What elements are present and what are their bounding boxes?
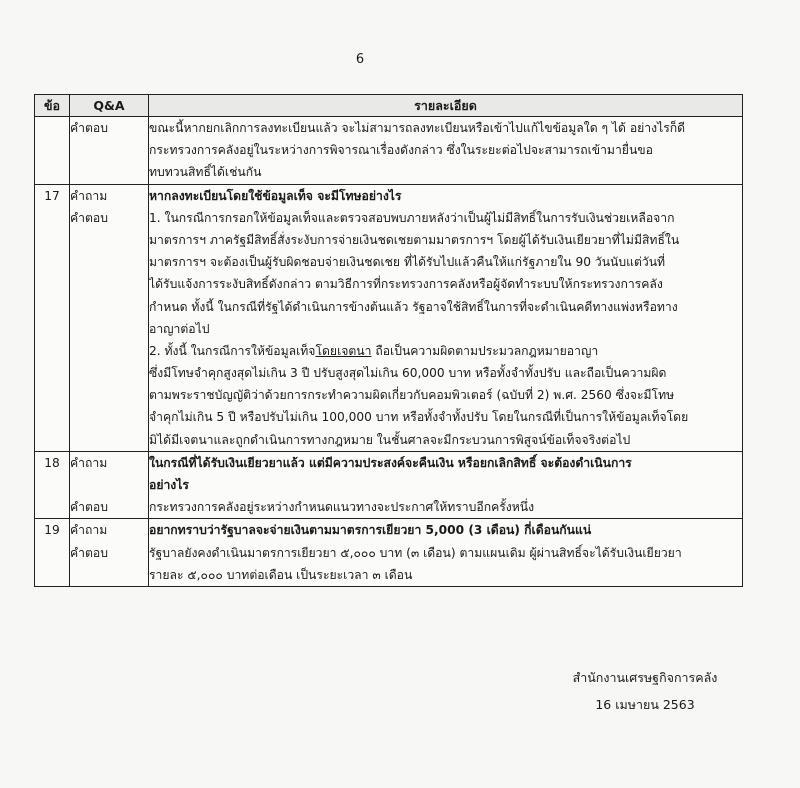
answer-line: 1. ในกรณีการกรอกให้ข้อมูลเท็จและตรวจสอบพบภายหลังว่าเป็นผู้ไม่มีสิทธิ์ในการรับเงินช่วยเหลือจาก <box>149 210 675 225</box>
question-label: คำถาม <box>70 188 108 203</box>
question-line: อยากทราบว่ารัฐบาลจะจ่ายเงินตามมาตรการเยียวยา 5,000 (3 เดือน) กี่เดือนกันแน่ <box>149 523 592 538</box>
page-number: 6 <box>355 52 365 67</box>
signature-block <box>545 664 745 718</box>
table-row <box>35 184 743 451</box>
document-date: 16 เมษายน 2563 <box>595 697 695 712</box>
detail-cell <box>149 451 743 519</box>
qa-label-cell <box>70 519 149 587</box>
spacer <box>70 474 148 496</box>
answer-line: มิได้มีเจตนาและถูกดำเนินการทางกฎหมาย ในชั้นศาลจะมีกระบวนการพิสูจน์ข้อเท็จจริงต่อไป <box>149 432 631 447</box>
question-label: คำถาม <box>70 455 108 470</box>
detail-cell <box>149 519 743 587</box>
answer-line: มาตรการฯ จะต้องเป็นผู้รับผิดชอบจ่ายเงินชดเชย ที่ได้รับไปแล้วคืนให้แก่รัฐภายใน 90 วันนับแต่วันที่ <box>149 255 666 270</box>
header-details: รายละเอียด <box>149 95 743 117</box>
answer-label: คำตอบ <box>70 500 108 515</box>
question-line: อย่างไร <box>149 478 189 492</box>
office-name: สำนักงานเศรษฐกิจการคลัง <box>572 670 718 685</box>
answer-line: ขณะนี้หากยกเลิกการลงทะเบียนแล้ว จะไม่สามารถลงทะเบียนหรือเข้าไปแก้ไขข้อมูลใด ๆ ได้ อย่างไรก็ดี <box>149 121 686 135</box>
answer-part: 2. ทั้งนี้ ในกรณีการให้ข้อมูลเท็จ <box>149 343 316 358</box>
detail-cell <box>149 117 743 185</box>
answer-label: คำตอบ <box>70 121 108 135</box>
question-label: คำถาม <box>70 523 108 538</box>
answer-line-mixed <box>149 340 742 362</box>
row-number: 17 <box>35 184 70 451</box>
qa-table <box>34 94 743 587</box>
answer-line: ตามพระราชบัญญัติว่าด้วยการกระทำความผิดเกี่ยวกับคอมพิวเตอร์ (ฉบับที่ 2) พ.ศ. 2560 ซึ่งจะมีโทษ <box>149 388 675 403</box>
header-qa: Q&A <box>70 95 149 117</box>
question-line: หากลงทะเบียนโดยใช้ข้อมูลเท็จ จะมีโทษอย่างไร <box>149 188 402 203</box>
answer-line: ซึ่งมีโทษจำคุกสูงสุดไม่เกิน 3 ปี ปรับสูงสุดไม่เกิน 60,000 บาท หรือทั้งจำทั้งปรับ และถือเป็นความผิด <box>149 366 667 381</box>
answer-line: รายละ ๕,๐๐๐ บาทต่อเดือน เป็นระยะเวลา ๓ เดือน <box>149 567 413 582</box>
answer-line: รัฐบาลยังคงดำเนินมาตรการเยียวยา ๕,๐๐๐ บาท (๓ เดือน) ตามแผนเดิม ผู้ผ่านสิทธิ์จะได้รับเงินเยียวยา <box>149 545 682 560</box>
answer-line: กำหนด ทั้งนี้ ในกรณีที่รัฐได้ดำเนินการข้างต้นแล้ว รัฐอาจใช้สิทธิ์ในการที่จะดำเนินคดีทางแพ่งหรือทาง <box>149 299 678 314</box>
answer-line: มาตรการฯ ภาครัฐมีสิทธิ์สั่งระงับการจ่ายเงินชดเชยตามมาตรการฯ โดยผู้ได้รับเงินเยียวยาที่ไม่มีสิทธิ์ใน <box>149 232 680 247</box>
answer-line: อาญาต่อไป <box>149 321 210 336</box>
answer-line: ทบทวนสิทธิ์ได้เช่นกัน <box>149 165 262 180</box>
answer-line: ได้รับแจ้งการระงับสิทธิ์ดังกล่าว ตามวิธีการที่กระทรวงการคลังหรือผู้จัดทำระบบให้กระทรวงการคลัง <box>149 277 663 292</box>
question-line: ในกรณีที่ได้รับเงินเยียวยาแล้ว แต่มีความประสงค์จะคืนเงิน หรือยกเลิกสิทธิ์ จะต้องดำเนินการ <box>149 455 632 470</box>
answer-line: กระทรวงการคลังอยู่ระหว่างกำหนดแนวทางจะประกาศให้ทราบอีกครั้งหนึ่ง <box>149 500 535 515</box>
table-row <box>35 519 743 587</box>
qa-label-cell <box>70 184 149 451</box>
row-number: 19 <box>35 519 70 587</box>
qa-label-cell <box>70 451 149 519</box>
detail-cell <box>149 184 743 451</box>
answer-label: คำตอบ <box>70 210 108 225</box>
row-number: 18 <box>35 451 70 519</box>
qa-label-cell <box>70 117 149 185</box>
table-row <box>35 451 743 519</box>
underlined-term: โดยเจตนา <box>315 343 372 358</box>
answer-label: คำตอบ <box>70 545 108 560</box>
answer-line: กระทรวงการคลังอยู่ในระหว่างการพิจารณาเรื่องดังกล่าว ซึ่งในระยะต่อไปจะสามารถเข้ามายื่นขอ <box>149 143 653 158</box>
answer-part: ถือเป็นความผิดตามประมวลกฎหมายอาญา <box>371 343 599 358</box>
header-no: ข้อ <box>35 95 70 117</box>
table-row <box>35 117 743 185</box>
table-header-row <box>35 95 743 117</box>
answer-line: จำคุกไม่เกิน 5 ปี หรือปรับไม่เกิน 100,000 บาท หรือทั้งจำทั้งปรับ โดยในกรณีที่เป็นการให้ข้อมูลเท็จโดย <box>149 410 689 425</box>
row-number <box>35 117 70 185</box>
